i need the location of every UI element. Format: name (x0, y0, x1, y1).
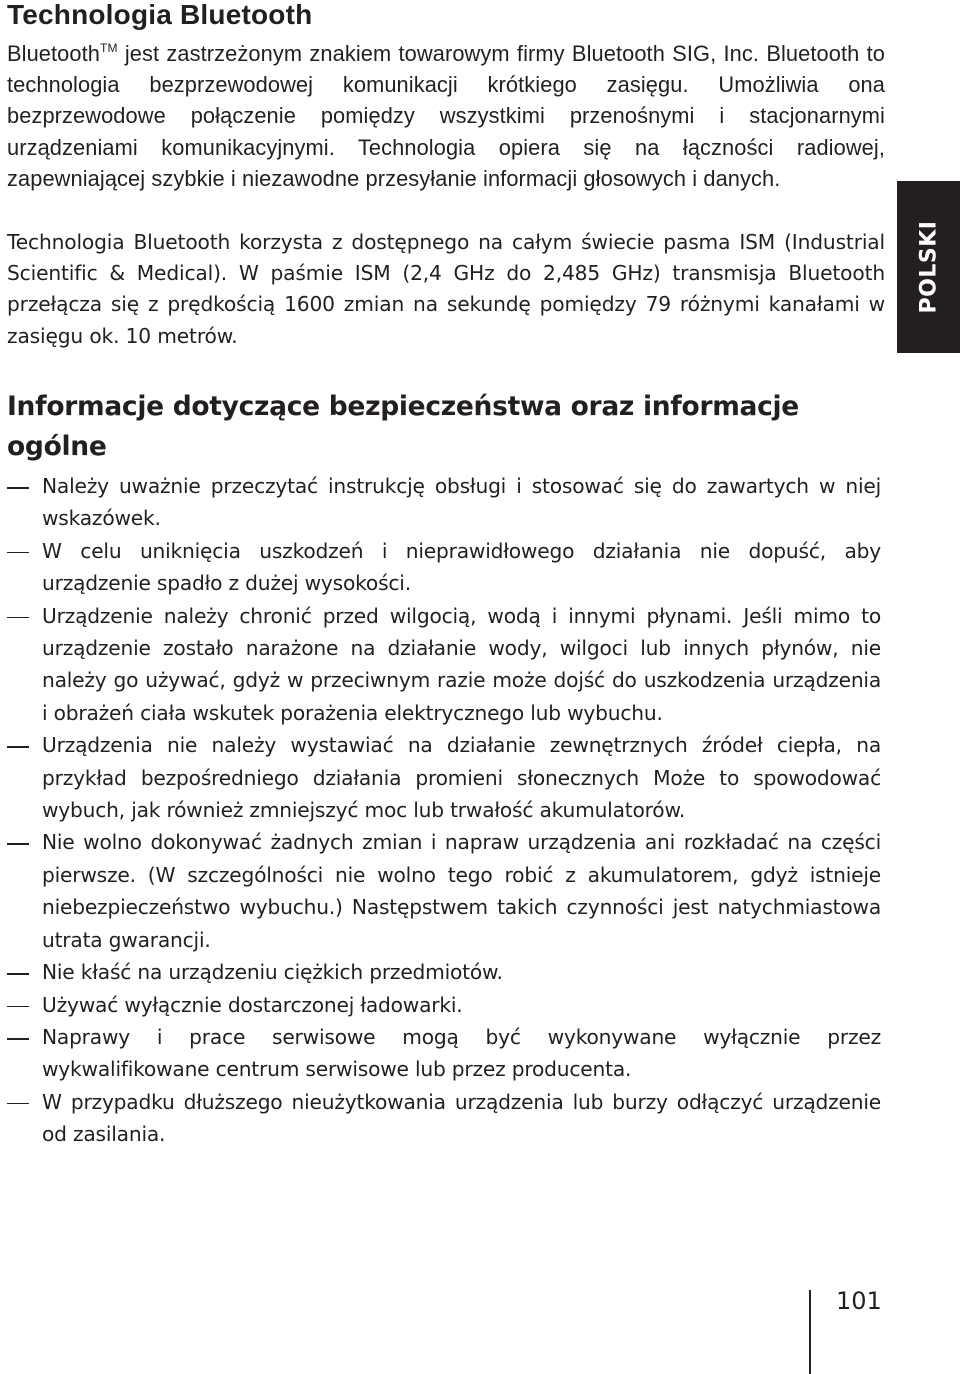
bluetooth-ism-paragraph: Technologia Bluetooth korzysta z dostępnego na całym świecie pasma ISM (Industrial Scientific & Medical). W paśmie ISM (2,4 GHz do 2,485 GHz) transmisja Bluetooth przełącza się z prędkością 1600 zmian na sekundę pomiędzy 79 różnymi kanałami w zasięgu ok. 10 metrów. (7, 230, 885, 348)
list-item (7, 826, 881, 956)
language-tab-label: POLSKI (916, 220, 941, 314)
page-number-divider (809, 1290, 811, 1374)
bluetooth-intro-paragraph (7, 38, 885, 194)
list-item-text: Urządzenie należy chronić przed wilgocią, wodą i innymi płynami. Jeśli mimo to urządzenie zostało narażone na działanie wody, wilgoci lub innych płynów, nie należy go używać, gdyż w przeciwnym razie może dojść do uszkodzenia urządzenia i obrażeń ciała wskutek porażenia elektrycznego lub wybuchu. (42, 603, 881, 725)
bluetooth-section-title: Technologia Bluetooth (7, 0, 313, 30)
list-item (7, 1086, 881, 1151)
list-item (7, 1021, 881, 1086)
list-item (7, 535, 881, 600)
trademark-superscript: TM (100, 41, 118, 55)
list-item (7, 600, 881, 730)
list-item-text: W celu uniknięcia uszkodzeń i nieprawidłowego działania nie dopuść, aby urządzenie spadło z dużej wysokości. (42, 538, 881, 596)
list-item-text: Należy uważnie przeczytać instrukcję obsługi i stosować się do zawartych w niej wskazówek. (42, 474, 881, 531)
list-item (7, 956, 881, 988)
list-item (7, 470, 881, 535)
page-number: 101 (836, 1287, 882, 1315)
bluetooth-intro-text: jest zastrzeżonym znakiem towarowym firmy Bluetooth SIG, Inc. Bluetooth to technologia bezprzewodowej komunikacji krótkiego zasięgu. Umożliwia ona bezprzewodowe połączenie pomiędzy wszystkimi przenośnymi i stacjonarnymi urządzeniami komunikacyjnymi. Technologia opiera się na łączności radiowej, zapewniającej szybkie i niezawodne przesyłanie informacji głosowych i danych. (7, 41, 885, 191)
list-item-text: W przypadku dłuższego nieużytkowania urządzenia lub burzy odłączyć urządzenie od zasilania. (42, 1089, 881, 1147)
language-side-tab (897, 181, 960, 353)
safety-section-title: Informacje dotyczące bezpieczeństwa oraz informacje ogólne (7, 391, 799, 462)
list-item-text: Urządzenia nie należy wystawiać na działanie zewnętrznych źródeł ciepła, na przykład bezpośredniego działania promieni słonecznych Może to spowodować wybuch, jak również zmniejszyć moc lub trwałość akumulatorów. (42, 733, 881, 823)
list-item-text: Nie kłaść na urządzeniu ciężkich przedmiotów. (42, 960, 503, 985)
safety-list (7, 470, 881, 1151)
list-item-text: Nie wolno dokonywać żadnych zmian i napraw urządzenia ani rozkładać na części pierwsze. (W szczególności nie wolno tego robić z akumulatorem, gdyż istnieje niebezpieczeństwo wybuchu.) Następstwem takich czynności jest natychmiastowa utrata gwarancji. (42, 830, 881, 952)
list-item-text: Naprawy i prace serwisowe mogą być wykonywane wyłącznie przez wykwalifikowane centrum serwisowe lub przez producenta. (42, 1024, 881, 1082)
list-item (7, 989, 881, 1021)
list-item (7, 729, 881, 826)
bluetooth-brand-text: Bluetooth (7, 41, 101, 66)
list-item-text: Używać wyłącznie dostarczonej ładowarki. (42, 992, 463, 1017)
